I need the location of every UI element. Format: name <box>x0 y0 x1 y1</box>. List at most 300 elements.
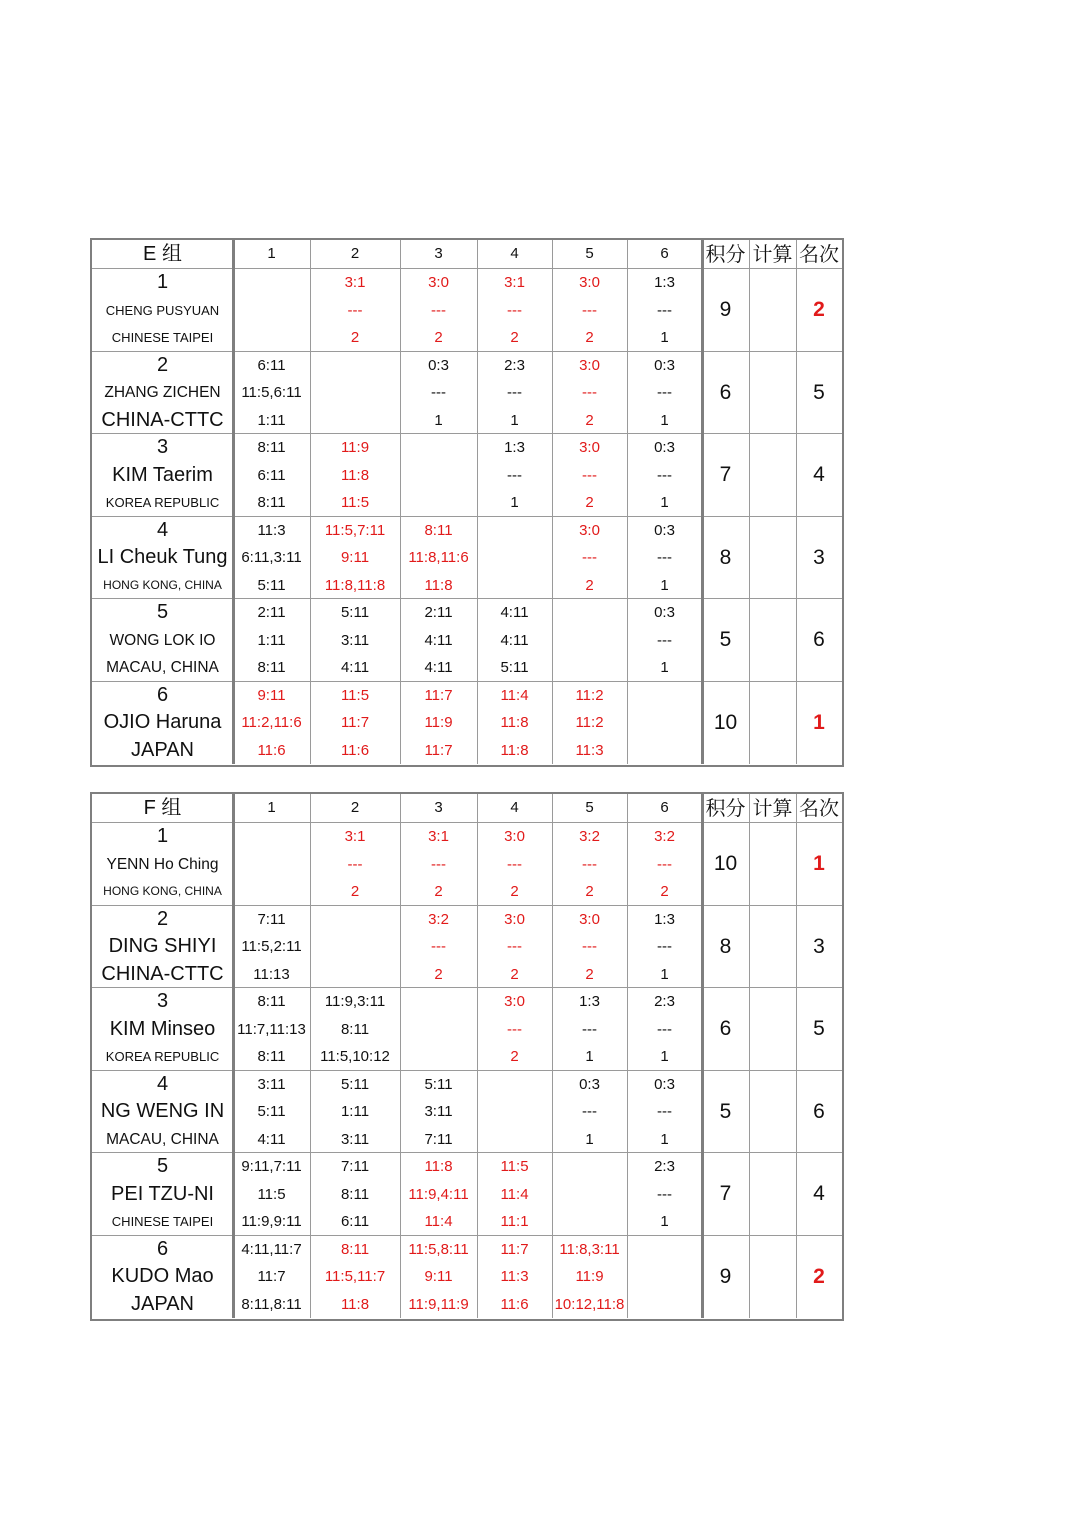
score-line: 11:8 <box>424 1158 453 1175</box>
score-line: 1 <box>660 494 669 511</box>
player-cell <box>92 517 233 600</box>
score-cell <box>400 1153 477 1236</box>
score-line: 8:11 <box>257 659 286 676</box>
score-line: 11:5,6:11 <box>241 384 302 401</box>
score-line: --- <box>347 855 363 873</box>
column-divider <box>310 794 311 1318</box>
score-cell <box>400 682 477 765</box>
player-team: MACAU, CHINA <box>106 1130 219 1148</box>
score-line: --- <box>657 855 672 873</box>
player-name: KUDO Mao <box>111 1265 214 1287</box>
score-line: 3:11 <box>340 631 370 649</box>
score-line: 3:0 <box>579 439 600 456</box>
score-line: 11:5,10:12 <box>320 1048 390 1065</box>
rank-value: 1 <box>813 852 825 875</box>
table-header <box>92 240 842 269</box>
score-line: --- <box>507 938 522 955</box>
score-cell <box>627 1071 702 1154</box>
table-row <box>92 1071 842 1154</box>
score-line: 11:3 <box>575 741 604 759</box>
score-line: 11:7 <box>424 686 453 704</box>
score-line: 3:0 <box>504 828 525 845</box>
player-team: HONG KONG, CHINA <box>103 577 222 592</box>
score-line: 3:11 <box>257 1075 286 1093</box>
score-line: 2 <box>585 329 594 346</box>
score-cell <box>233 599 310 682</box>
score-cell <box>310 682 400 765</box>
score-line: 11:9 <box>340 439 370 456</box>
score-line: 11:6 <box>500 1295 529 1313</box>
score-line: 4:11 <box>340 659 370 676</box>
column-header-6: 6 <box>660 245 669 262</box>
score-line: 6:11 <box>257 466 286 484</box>
score-line: 11:7,11:13 <box>237 1020 306 1038</box>
score-line: 11:5 <box>340 494 370 511</box>
rank-value: 3 <box>813 934 825 958</box>
player-number: 6 <box>156 683 169 706</box>
column-header-3: 3 <box>434 799 443 816</box>
score-line: 3:0 <box>579 910 600 928</box>
score-line: 11:5 <box>257 1185 286 1203</box>
column-divider <box>232 240 235 764</box>
score-line: 3:2 <box>428 910 449 928</box>
score-line: 11:1 <box>500 1213 529 1230</box>
score-line: 2 <box>434 883 443 900</box>
score-line: --- <box>582 938 597 955</box>
points-header: 积分 <box>705 242 746 266</box>
score-line: 2 <box>350 883 360 900</box>
table-row <box>92 352 842 435</box>
column-divider <box>796 794 797 1318</box>
score-line: --- <box>507 466 522 484</box>
rank-value: 1 <box>813 710 825 734</box>
score-line: 7:11 <box>340 1158 370 1175</box>
score-cell <box>627 1153 702 1236</box>
score-cell <box>552 682 627 765</box>
score-line: --- <box>582 855 597 873</box>
score-cell <box>400 1071 477 1154</box>
score-line: --- <box>431 301 446 319</box>
score-line: 8:11 <box>257 1048 286 1065</box>
score-line: 2:3 <box>654 1158 675 1175</box>
score-line: 8:11 <box>424 521 453 539</box>
score-line: 11:7 <box>500 1240 529 1258</box>
points-value: 10 <box>713 710 738 734</box>
player-cell <box>92 988 233 1071</box>
player-number: 3 <box>156 990 169 1012</box>
score-cell <box>310 517 400 600</box>
score-cell <box>552 823 627 906</box>
score-line: 11:8 <box>500 714 529 731</box>
score-line: 2 <box>510 1048 519 1065</box>
score-line: 11:3 <box>257 521 286 539</box>
score-cell <box>552 434 627 517</box>
score-line: 3:1 <box>428 828 449 845</box>
player-name: CHENG PUSYUAN <box>105 302 220 318</box>
score-line: 8:11 <box>257 993 286 1010</box>
player-name: NG WENG IN <box>100 1100 225 1122</box>
column-divider <box>749 794 750 1318</box>
column-divider <box>627 240 628 764</box>
score-line: 11:7 <box>424 741 453 759</box>
score-line: 4:11 <box>424 631 453 649</box>
score-cell <box>477 269 552 352</box>
score-line: 4:11 <box>500 604 529 621</box>
score-line: 11:9,4:11 <box>408 1185 469 1203</box>
score-line: 11:3 <box>500 1268 529 1285</box>
score-line: --- <box>347 301 363 319</box>
column-header-4: 4 <box>510 799 519 816</box>
points-value: 10 <box>713 852 738 875</box>
column-header-1: 1 <box>267 245 276 262</box>
score-line: 1:11 <box>257 631 286 649</box>
column-divider <box>627 794 628 1318</box>
score-line: 11:4 <box>424 1213 453 1230</box>
player-cell <box>92 599 233 682</box>
score-line: 2 <box>585 576 594 594</box>
score-cell <box>477 1236 552 1319</box>
score-cell <box>233 988 310 1071</box>
player-name: LI Cheuk Tung <box>97 546 228 568</box>
score-line: --- <box>657 938 672 955</box>
score-line: --- <box>657 384 672 401</box>
column-header-5: 5 <box>585 245 594 262</box>
score-line: 11:13 <box>253 965 290 983</box>
player-number: 5 <box>156 601 169 623</box>
score-line: --- <box>507 384 522 401</box>
score-line: --- <box>657 1103 672 1120</box>
score-line: 0:3 <box>654 356 675 374</box>
player-name: KIM Minseo <box>109 1017 216 1040</box>
score-line: 1 <box>660 1213 669 1230</box>
score-cell <box>400 599 477 682</box>
score-line: 0:3 <box>654 604 675 621</box>
rank-value: 2 <box>813 298 825 321</box>
score-line: 11:8,11:8 <box>324 576 386 594</box>
score-cell <box>400 823 477 906</box>
score-line: 11:4 <box>500 686 529 704</box>
table-header <box>92 794 842 823</box>
column-divider <box>552 794 553 1318</box>
player-name: PEI TZU-NI <box>111 1182 214 1205</box>
score-line: 2 <box>585 965 594 983</box>
points-value: 6 <box>719 1017 732 1040</box>
score-cell <box>400 352 477 435</box>
player-team: KOREA REPUBLIC <box>105 1049 220 1064</box>
score-cell <box>233 682 310 765</box>
score-cell <box>233 1236 310 1319</box>
player-cell <box>92 1153 233 1236</box>
score-line: 8:11 <box>340 1185 370 1203</box>
score-line: 0:3 <box>579 1075 600 1093</box>
score-line: --- <box>657 466 672 484</box>
player-number: 5 <box>156 1155 169 1177</box>
score-line: --- <box>582 549 597 566</box>
score-line: 11:2 <box>575 714 604 731</box>
rank-value: 4 <box>813 463 825 486</box>
score-cell <box>233 434 310 517</box>
points-value: 7 <box>719 463 732 486</box>
score-line: 1 <box>660 1130 669 1148</box>
score-line: 6:11 <box>340 1213 370 1230</box>
player-team: CHINA-CTTC <box>101 408 224 431</box>
points-value: 5 <box>719 628 732 651</box>
player-team: MACAU, CHINA <box>106 659 219 676</box>
score-cell <box>233 906 310 989</box>
score-cell <box>477 906 552 989</box>
score-line: 11:4 <box>500 1185 529 1203</box>
score-line: 5:11 <box>257 576 286 594</box>
rank-value: 5 <box>813 1017 825 1040</box>
score-line: 2 <box>350 329 360 346</box>
score-line: --- <box>582 384 597 401</box>
score-line: 10:12,11:8 <box>554 1295 625 1313</box>
score-line: 4:11 <box>500 631 529 649</box>
rank-header: 名次 <box>799 796 839 820</box>
player-cell <box>92 434 233 517</box>
score-line: 2 <box>510 965 519 983</box>
score-line: 3:0 <box>504 993 525 1010</box>
score-cell <box>310 988 400 1071</box>
score-cell <box>310 599 400 682</box>
score-line: 2 <box>585 494 594 511</box>
player-number: 6 <box>156 1237 169 1260</box>
player-team: CHINESE TAIPEI <box>111 1214 214 1229</box>
score-line: --- <box>582 1020 597 1038</box>
score-cell <box>233 517 310 600</box>
rank-value: 3 <box>813 545 825 569</box>
score-line: 11:9 <box>575 1268 604 1285</box>
score-line: --- <box>507 1020 522 1038</box>
score-line: 11:9 <box>424 714 453 731</box>
score-line: 3:0 <box>428 274 449 291</box>
player-team: CHINA-CTTC <box>101 962 224 985</box>
group-name: E 组 <box>143 243 182 265</box>
player-number: 2 <box>156 907 169 930</box>
points-value: 9 <box>719 1264 732 1288</box>
score-cell <box>477 599 552 682</box>
score-cell <box>477 1153 552 1236</box>
score-line: 2:11 <box>257 604 286 621</box>
score-line: 0:3 <box>654 439 675 456</box>
score-line: 1 <box>660 411 669 429</box>
player-cell <box>92 1236 233 1319</box>
score-line: 5:11 <box>340 604 370 621</box>
score-cell <box>310 1236 400 1319</box>
score-line: 1 <box>660 965 669 983</box>
column-header-3: 3 <box>434 245 443 262</box>
score-line: 11:8 <box>424 576 453 594</box>
score-line: 6:11 <box>257 356 286 374</box>
points-header: 积分 <box>705 796 746 820</box>
score-line: 11:8 <box>340 1295 370 1313</box>
score-line: 2 <box>510 883 519 900</box>
column-header-4: 4 <box>510 245 519 262</box>
score-line: 11:8 <box>500 741 529 759</box>
score-line: 5:11 <box>500 659 529 676</box>
score-line: 1:3 <box>579 993 600 1010</box>
score-line: 3:11 <box>340 1130 370 1148</box>
player-cell <box>92 269 233 352</box>
player-cell <box>92 906 233 989</box>
score-line: 7:11 <box>257 910 286 928</box>
score-cell <box>233 1153 310 1236</box>
score-line: 3:1 <box>344 828 366 845</box>
column-divider <box>701 240 704 764</box>
score-line: 1:3 <box>654 274 675 291</box>
column-divider <box>400 794 401 1318</box>
score-line: 11:8,3:11 <box>559 1240 620 1258</box>
table-row <box>92 823 842 906</box>
player-cell <box>92 682 233 765</box>
player-name: ZHANG ZICHEN <box>104 384 221 401</box>
score-line: --- <box>431 384 446 401</box>
points-value: 8 <box>719 934 732 958</box>
score-line: 2 <box>585 411 594 429</box>
score-line: 9:11 <box>257 686 286 704</box>
score-cell <box>477 682 552 765</box>
score-line: 11:7 <box>257 1268 286 1285</box>
score-line: 1 <box>510 494 519 511</box>
player-team: CHINESE TAIPEI <box>111 330 214 345</box>
table-row <box>92 269 842 352</box>
score-line: 1 <box>585 1130 594 1148</box>
score-line: 8:11,8:11 <box>241 1295 302 1313</box>
score-line: --- <box>657 1185 672 1203</box>
player-name: YENN Ho Ching <box>106 855 219 873</box>
score-line: --- <box>582 1103 597 1120</box>
score-cell <box>552 1236 627 1319</box>
column-header-1: 1 <box>267 799 276 816</box>
column-divider <box>400 240 401 764</box>
score-line: 8:11 <box>257 439 286 456</box>
score-line: --- <box>657 631 672 649</box>
score-line: 7:11 <box>424 1130 453 1148</box>
score-line: 1:3 <box>654 910 675 928</box>
score-line: --- <box>657 1020 672 1038</box>
score-line: --- <box>657 549 672 566</box>
rank-value: 5 <box>813 380 825 404</box>
score-line: 6:11,3:11 <box>241 549 302 566</box>
score-line: 5:11 <box>340 1075 370 1093</box>
points-value: 7 <box>719 1182 732 1205</box>
score-line: 3:0 <box>579 274 600 291</box>
score-cell <box>627 352 702 435</box>
player-team: JAPAN <box>131 738 194 761</box>
score-line: 3:1 <box>344 274 366 291</box>
score-line: 11:5,11:7 <box>324 1268 386 1285</box>
player-cell <box>92 1071 233 1154</box>
score-cell <box>400 269 477 352</box>
score-line: 1:11 <box>340 1103 370 1120</box>
table-row <box>92 988 842 1071</box>
player-number: 3 <box>156 436 169 458</box>
score-line: --- <box>657 301 672 319</box>
score-line: 3:0 <box>504 910 525 928</box>
score-cell <box>627 988 702 1071</box>
rank-value: 4 <box>813 1182 825 1205</box>
column-header-2: 2 <box>350 245 360 262</box>
score-line: 2 <box>434 329 443 346</box>
score-line: 11:9,9:11 <box>241 1213 302 1230</box>
points-value: 6 <box>719 380 732 404</box>
score-line: 1 <box>585 1048 594 1065</box>
score-cell <box>552 906 627 989</box>
player-cell <box>92 352 233 435</box>
rank-value: 6 <box>813 628 825 651</box>
score-line: 0:3 <box>428 356 449 374</box>
score-line: 2 <box>585 883 594 900</box>
score-line: 11:5,7:11 <box>324 521 386 539</box>
column-divider <box>701 794 704 1318</box>
score-cell <box>552 988 627 1071</box>
score-line: 1 <box>660 659 669 676</box>
score-line: 2 <box>660 883 669 900</box>
score-line: 1:11 <box>257 411 286 429</box>
score-line: --- <box>431 938 446 955</box>
column-divider <box>552 240 553 764</box>
score-line: 2:3 <box>654 993 675 1010</box>
score-line: 9:11 <box>424 1268 453 1285</box>
player-number: 2 <box>156 353 169 376</box>
score-cell <box>310 434 400 517</box>
table-row <box>92 434 842 517</box>
score-line: 5:11 <box>424 1075 453 1093</box>
points-value: 5 <box>719 1099 732 1123</box>
table-row <box>92 1153 842 1236</box>
score-line: 1 <box>510 411 519 429</box>
score-line: 2:3 <box>504 356 525 374</box>
score-cell <box>627 269 702 352</box>
score-cell <box>627 434 702 517</box>
score-line: 8:11 <box>340 1240 370 1258</box>
group-e-table <box>90 238 844 767</box>
group-name: F 组 <box>143 797 182 819</box>
score-line: 3:2 <box>579 828 600 845</box>
score-cell <box>552 352 627 435</box>
player-name: OJIO Haruna <box>103 711 222 733</box>
score-cell <box>477 988 552 1071</box>
score-line: 3:0 <box>579 521 600 539</box>
score-line: 11:8 <box>340 466 370 484</box>
score-cell <box>233 1071 310 1154</box>
table-row <box>92 906 842 989</box>
score-line: --- <box>582 466 597 484</box>
points-value: 9 <box>719 298 732 321</box>
score-line: 11:9,3:11 <box>324 993 386 1010</box>
score-line: --- <box>582 301 597 319</box>
score-cell <box>552 1071 627 1154</box>
score-line: --- <box>507 301 522 319</box>
score-line: 2:11 <box>424 604 453 621</box>
score-cell <box>400 517 477 600</box>
score-cell <box>310 1071 400 1154</box>
player-name: KIM Taerim <box>112 463 213 486</box>
rank-value: 2 <box>813 1264 825 1288</box>
score-line: 4:11 <box>424 659 453 676</box>
score-line: 9:11 <box>340 549 370 566</box>
score-line: 9:11,7:11 <box>241 1158 302 1175</box>
column-header-5: 5 <box>585 799 594 816</box>
table-row <box>92 682 842 765</box>
score-cell <box>310 1153 400 1236</box>
score-cell <box>233 352 310 435</box>
score-line: 3:2 <box>654 828 675 845</box>
player-number: 4 <box>156 518 169 541</box>
player-cell <box>92 823 233 906</box>
score-line: 1:3 <box>504 439 525 456</box>
column-divider <box>749 240 750 764</box>
